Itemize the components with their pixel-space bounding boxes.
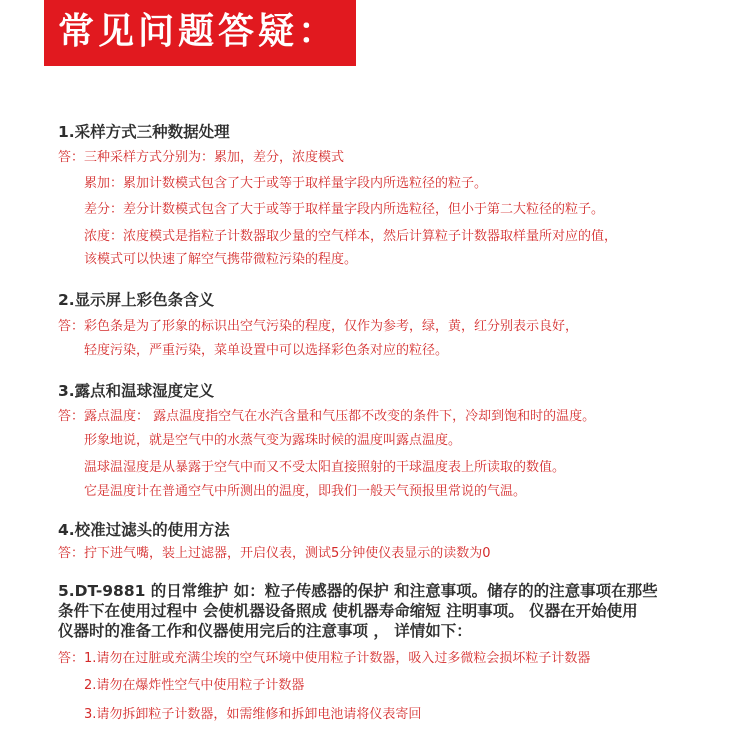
answer-1-line-2: 累加：累加计数模式包含了大于或等于取样量字段内所选粒径的粒子。 — [84, 176, 488, 191]
question-4: 4.校准过滤头的使用方法 — [58, 521, 230, 539]
answer-2-line-2: 轻度污染，严重污染，菜单设置中可以选择彩色条对应的粒径。 — [84, 343, 449, 358]
answer-3-line-2: 形象地说，就是空气中的水蒸气变为露珠时候的温度叫露点温度。 — [84, 433, 462, 448]
question-5 — [58, 581, 718, 641]
question-1: 1.采样方式三种数据处理 — [58, 123, 230, 141]
answer-prefix: 答： — [58, 651, 85, 666]
answer-1-line-1 — [58, 149, 344, 167]
answer-5-line-2: 2.请勿在爆炸性空气中使用粒子计数器 — [84, 678, 305, 693]
answer-1-line-5: 该模式可以快速了解空气携带微粒污染的程度。 — [84, 252, 358, 267]
answer-text: 彩色条是为了形象的标识出空气污染的程度，仅作为参考，绿，黄，红分别表示良好， — [84, 319, 579, 334]
answer-3-line-4: 它是温度计在普通空气中所测出的温度，即我们一般天气预报里常说的气温。 — [84, 484, 527, 499]
answer-1-line-4: 浓度：浓度模式是指粒子计数器取少量的空气样本，然后计算粒子计数器取样量所对应的值， — [84, 229, 618, 244]
question-3: 3.露点和温球湿度定义 — [58, 382, 215, 400]
answer-text: 露点温度： 露点温度指空气在水汽含量和气压都不改变的条件下，冷却到饱和时的温度。 — [84, 409, 596, 424]
answer-text: 1.请勿在过脏或充满尘埃的空气环境中使用粒子计数器，吸入过多微粒会损坏粒子计数器 — [84, 651, 591, 666]
answer-text: 三种采样方式分别为：累加，差分，浓度模式 — [84, 150, 345, 165]
answer-prefix: 答： — [58, 319, 85, 334]
answer-3-line-3: 温球温湿度是从暴露于空气中而又不受太阳直接照射的干球温度表上所读取的数值。 — [84, 460, 566, 475]
question-5-line-2: 条件下在使用过程中 会使机器设备照成 使机器寿命缩短 注明事项。 仪器在开始使用 — [58, 602, 638, 620]
answer-prefix: 答： — [58, 150, 85, 165]
answer-2-line-1 — [58, 318, 578, 336]
question-5-line-3: 仪器时的准备工作和仪器使用完后的注意事项 ， 详情如下： — [58, 622, 472, 640]
answer-5-line-3: 3.请勿拆卸粒子计数器，如需维修和拆卸电池请将仪表寄回 — [84, 707, 422, 722]
answer-4-line-1 — [58, 545, 491, 563]
question-5-line-1: 5.DT-9881 的日常维护 如：粒子传感器的保护 和注意事项。储存的的注意事项在那些 — [58, 582, 658, 600]
answer-1-line-3: 差分：差分计数模式包含了大于或等于取样量字段内所选粒径，但小于第二大粒径的粒子。 — [84, 202, 605, 217]
faq-banner-title: 常见问题答疑： — [44, 0, 356, 66]
answer-text: 拧下进气嘴，装上过滤器，开启仪表，测试5分钟使仪表显示的读数为0 — [84, 546, 491, 561]
question-2: 2.显示屏上彩色条含义 — [58, 291, 215, 309]
answer-5-line-1 — [58, 650, 590, 668]
answer-prefix: 答： — [58, 546, 85, 561]
answer-3-line-1 — [58, 408, 595, 426]
answer-prefix: 答： — [58, 409, 85, 424]
